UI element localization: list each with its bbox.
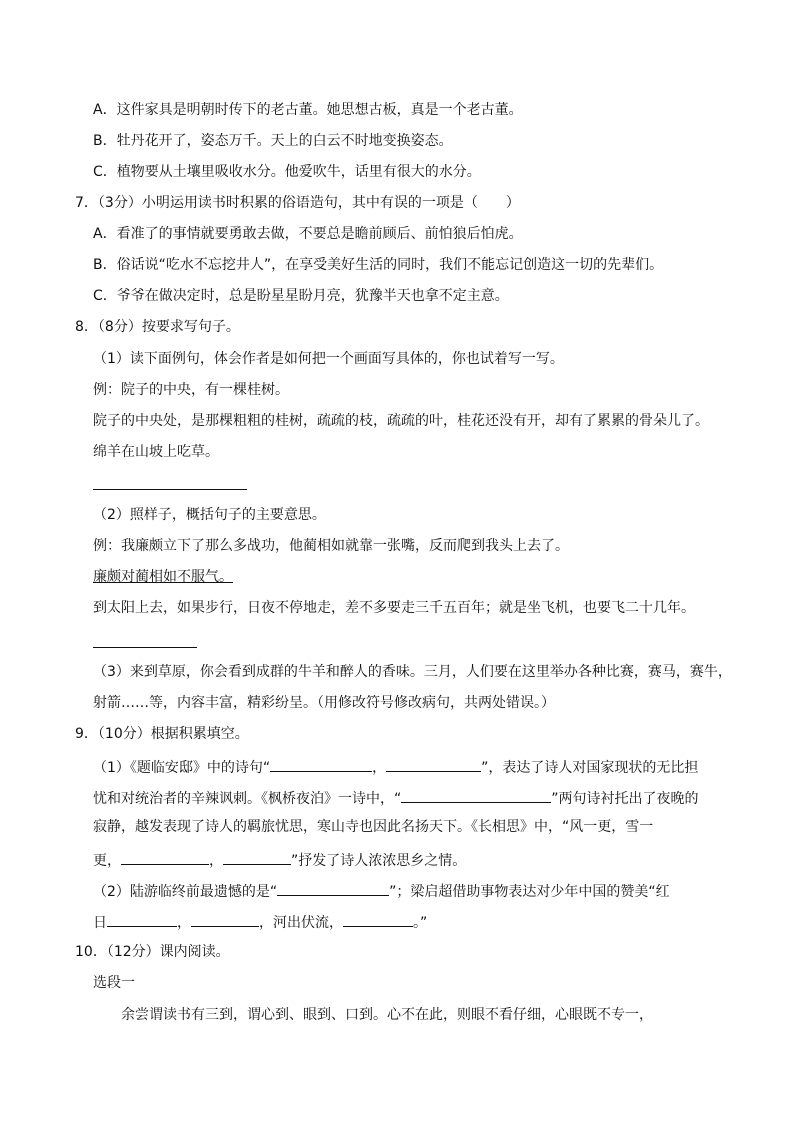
q9-line1-comma: ， — [372, 760, 387, 776]
q7-option-b: B．俗话说“吃水不忘挖井人”，在享受美好生活的同时，我们不能忘记创造这一切的先辈们。 — [93, 257, 664, 273]
q10-passage: 余尝谓读书有三到，谓心到、眼到、口到。心不在此，则眼不看仔细，心眼既不专一， — [121, 1007, 653, 1023]
q9-line4-prefix: 更， — [93, 853, 121, 869]
q9-line6-end: 。” — [413, 915, 428, 931]
q9-line1 — [93, 756, 698, 777]
q9-line2 — [93, 787, 699, 808]
q8-part1-task: 绵羊在山坡上吃草。 — [93, 444, 219, 460]
q8-part1-expanded: 院子的中央处，是那棵粗粗的桂树，疏疏的枝，疏疏的叶，桂花还没有开，却有了累累的骨朵儿了。 — [93, 413, 709, 429]
q9-line2-prefix: 忧和对统治者的辛辣讽刺。《枫桥夜泊》一诗中，“ — [93, 791, 402, 807]
q9-line2-suffix: ”两句诗衬托出了夜晚的 — [551, 791, 699, 807]
q9-blank-8[interactable] — [191, 911, 259, 927]
q8-part3-line1: （3）来到草原，你会看到成群的牛羊和醉人的香味。三月，人们要在这里举办各种比赛，赛马，赛牛， — [93, 664, 732, 680]
q8-part2-task: 到太阳上去，如果步行，日夜不停地走，差不多要走三千五百年；就是坐飞机，也要飞二十几年。 — [93, 600, 695, 616]
q9-line4-comma: ， — [209, 853, 223, 869]
q9-line5 — [93, 880, 670, 901]
q9-line1-prefix: （1）《题临安邸》中的诗句“ — [93, 760, 271, 776]
q9-line5-suffix: ”；梁启超借助事物表达对少年中国的赞美“红 — [389, 884, 670, 900]
q9-blank-6[interactable] — [277, 880, 389, 896]
q9-blank-9[interactable] — [343, 911, 413, 927]
q9-line4-suffix: ”抒发了诗人浓浓思乡之情。 — [291, 853, 467, 869]
q9-line5-prefix: （2）陆游临终前最遗憾的是“ — [93, 884, 278, 900]
q8-part2-answer: 廉颇对蔺相如不服气。 — [93, 569, 233, 585]
q10-stem: 10．（12分）课内阅读。 — [75, 944, 230, 960]
q9-line4 — [93, 849, 466, 870]
q9-line6-comma1: ， — [177, 915, 191, 931]
q9-line1-suffix: ”，表达了诗人对国家现状的无比担 — [481, 760, 699, 776]
q8-part2-example: 例：我廉颇立下了那么多战功，他蔺相如就靠一张嘴，反而爬到我头上去了。 — [93, 538, 569, 554]
q9-blank-2[interactable] — [386, 756, 481, 772]
q9-stem: 9．（10分）根据积累填空。 — [75, 726, 249, 742]
q9-line3: 寂静，越发表现了诗人的羁旅忧思，寒山寺也因此名扬天下。《长相思》中，“风一更，雪一 — [93, 819, 654, 835]
q8-part1-answer-line[interactable] — [93, 489, 247, 490]
q10-section-title: 选段一 — [93, 975, 135, 991]
q9-line6 — [93, 911, 427, 932]
q8-part3-line2: 射箭……等，内容丰富，精彩纷呈。（用修改符号修改病句，共两处错误。） — [93, 695, 555, 711]
q9-blank-5[interactable] — [223, 849, 291, 865]
q8-part1-example: 例：院子的中央，有一棵桂树。 — [93, 382, 289, 398]
q9-line6-comma2: ，河出伏流， — [259, 915, 343, 931]
q9-blank-4[interactable] — [121, 849, 209, 865]
q6-option-b: B．牡丹花开了，姿态万千。天上的白云不时地变换姿态。 — [93, 133, 453, 149]
q8-stem: 8．（8分）按要求写句子。 — [75, 319, 240, 335]
q8-part1-intro: （1）读下面例句，体会作者是如何把一个画面写具体的，你也试着写一写。 — [93, 351, 564, 367]
q8-part2-answer-line[interactable] — [93, 647, 197, 648]
q8-part2-intro: （2）照样子，概括句子的主要意思。 — [93, 507, 326, 523]
q9-blank-7[interactable] — [107, 911, 177, 927]
q9-blank-1[interactable] — [270, 756, 372, 772]
q9-blank-3[interactable] — [401, 787, 551, 803]
q7-option-c: C．爷爷在做决定时，总是盼星星盼月亮，犹豫半天也拿不定主意。 — [93, 288, 509, 304]
q7-option-a: A．看准了的事情就要勇敢去做，不要总是瞻前顾后、前怕狼后怕虎。 — [93, 226, 523, 242]
q6-option-a: A．这件家具是明朝时传下的老古董。她思想古板，真是一个老古董。 — [93, 102, 523, 118]
q6-option-c: C．植物要从土壤里吸收水分。他爱吹牛，话里有很大的水分。 — [93, 164, 481, 180]
q9-line6-prefix: 日 — [93, 915, 107, 931]
q7-stem: 7．（3分）小明运用读书时积累的俗语造句，其中有误的一项是（ ） — [75, 195, 520, 211]
